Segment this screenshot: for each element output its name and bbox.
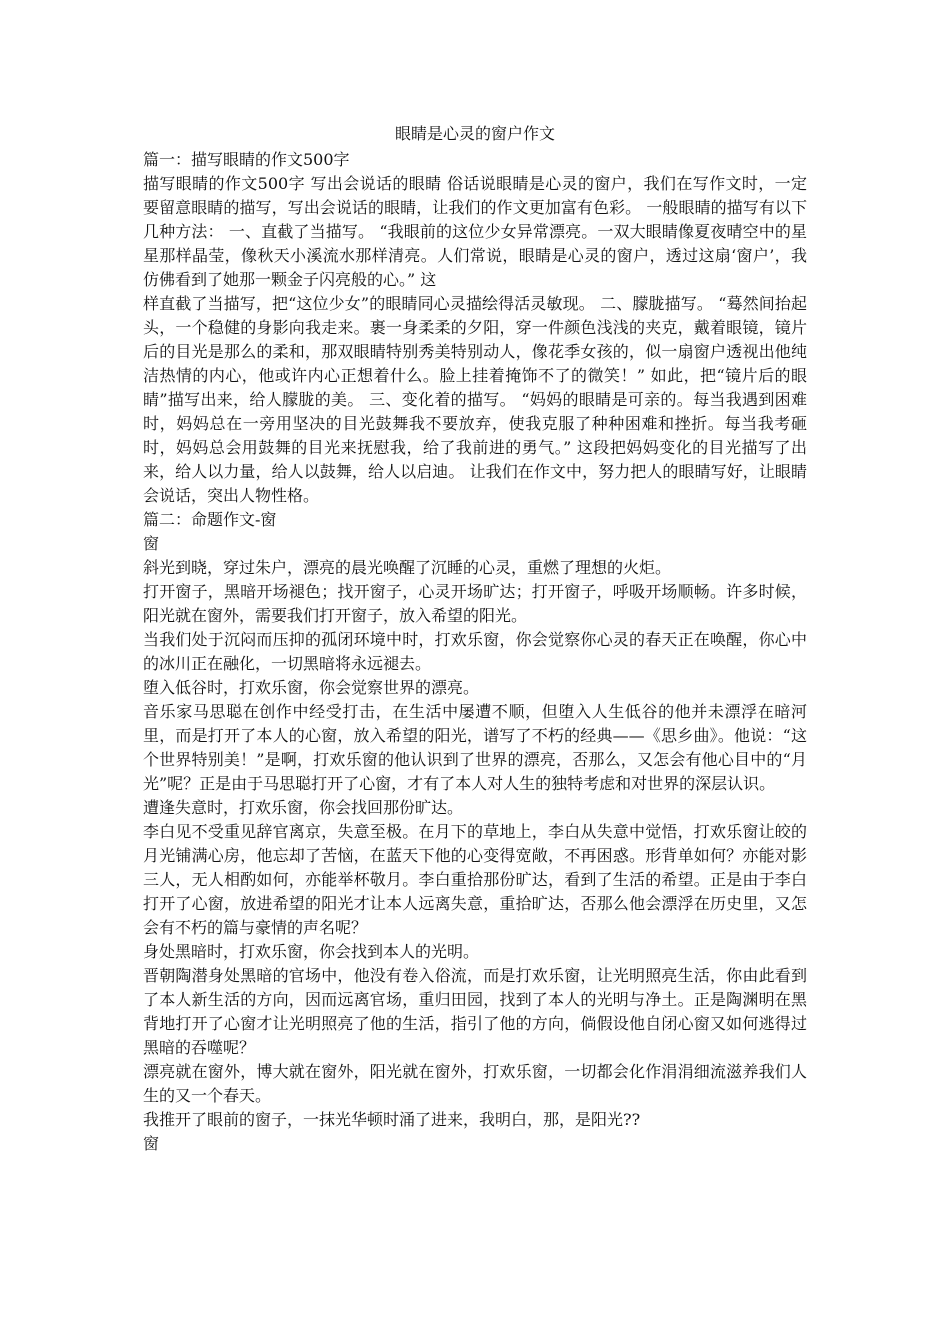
paragraph-heading-1: 篇一：描写眼睛的作文500字 bbox=[143, 150, 350, 169]
paragraph: 描写眼睛的作文500字 写出会说话的眼睛 俗话说眼睛是心灵的窗户，我们在写作文时，一定要留意眼睛的描写，写出会说话的眼睛，让我们的作文更加富有色彩。 一般眼睛的描写有以下几种方法： 一、直截了当描写。 “我眼前的这位少女异常漂亮。一双大眼睛像夏夜晴空中的星星那样晶莹，像秋天小溪流水那样清亮。人们常说，眼睛是心灵的窗户，透过这扇‘窗户’，我仿佛看到了她那一颗金子闪亮般的心。” 这 bbox=[143, 174, 807, 289]
paragraph: 样直截了当描写，把“这位少女”的眼睛同心灵描绘得活灵敏现。 二、朦胧描写。 “蓦然间抬起头，一个稳健的身影向我走来。裹一身柔柔的夕阳，穿一件颜色浅浅的夹克，戴着眼镜，镜片后的目光是那么的柔和，那双眼睛特别秀美特别动人，像花季女孩的，似一扇窗户透视出他纯洁热情的内心，他或许内心正想着什么。脸上挂着掩饰不了的微笑！” 如此，把“镜片后的眼睛”描写出来，给人朦胧的美。 三、变化着的描写。 “妈妈的眼睛是可亲的。每当我遇到困难时，妈妈总在一旁用坚决的目光鼓舞我不要放弃，使我克服了种种困难和挫折。每当我考砸时，妈妈总会用鼓舞的目光来抚慰我，给了我前进的勇气。” 这段把妈妈变化的目光描写了出来，给人以力量，给人以鼓舞，给人以启迪。 让我们在作文中，努力把人的眼睛写好，让眼睛会说话，突出人物性格。 bbox=[143, 294, 807, 505]
paragraph: 我推开了眼前的窗子，一抹光华顿时涌了进来，我明白，那，是阳光?? bbox=[143, 1110, 641, 1129]
document-title: 眼睛是心灵的窗户作文 bbox=[394, 124, 555, 143]
paragraph: 斜光到晓，穿过朱户，漂亮的晨光唤醒了沉睡的心灵，重燃了理想的火炬。 bbox=[143, 558, 672, 577]
paragraph: 李白见不受重见辞官离京，失意至极。在月下的草地上，李白从失意中觉悟，打欢乐窗让皎的月光铺满心房，他忘却了苦恼，在蓝天下他的心变得宽敞，不再困惑。形背单如何？亦能对影三人，无人相酌如何，亦能举杯敬月。李白重拾那份旷达，看到了生活的希望。正是由于李白打开了心窗，放进希望的阳光才让本人远离失意，重拾旷达，否那么他会漂浮在历史里，又怎会有不朽的篇与豪情的声名呢？ bbox=[143, 822, 807, 937]
paragraph: 遭逢失意时，打欢乐窗，你会找回那份旷达。 bbox=[143, 798, 464, 817]
paragraph-subtitle: 窗 bbox=[143, 534, 160, 553]
document-page bbox=[143, 122, 807, 1156]
paragraph: 当我们处于沉闷而压抑的孤闭环境中时，打欢乐窗，你会觉察你心灵的春天正在唤醒，你心中的冰川正在融化，一切黑暗将永远褪去。 bbox=[143, 630, 807, 673]
paragraph: 身处黑暗时，打欢乐窗，你会找到本人的光明。 bbox=[143, 942, 480, 961]
paragraph-trailing-title: 窗 bbox=[143, 1134, 160, 1153]
paragraph-heading-2: 篇二：命题作文-窗 bbox=[143, 510, 277, 529]
paragraph: 漂亮就在窗外，博大就在窗外，阳光就在窗外，打欢乐窗，一切都会化作涓涓细流滋养我们人生的又一个春天。 bbox=[143, 1062, 807, 1105]
paragraph: 晋朝陶潜身处黑暗的官场中，他没有卷入俗流，而是打欢乐窗，让光明照亮生活，你由此看到了本人新生活的方向，因而远离官场，重归田园，找到了本人的光明与净土。正是陶渊明在黑背地打开了心窗才让光明照亮了他的生活，指引了他的方向，倘假设他自闭心窗又如何逃得过黑暗的吞噬呢？ bbox=[143, 966, 807, 1057]
paragraph: 堕入低谷时，打欢乐窗，你会觉察世界的漂亮。 bbox=[143, 678, 480, 697]
paragraph: 打开窗子，黑暗开场褪色；找开窗子，心灵开场旷达；打开窗子，呼吸开场顺畅。许多时候，阳光就在窗外，需要我们打开窗子，放入希望的阳光。 bbox=[143, 582, 807, 625]
paragraph: 音乐家马思聪在创作中经受打击，在生活中屡遭不顺，但堕入人生低谷的他并未漂浮在暗河里，而是打开了本人的心窗，放入希望的阳光，谱写了不朽的经典——《思乡曲》。他说：“这个世界特别美！”是啊，打欢乐窗的他认识到了世界的漂亮，否那么，又怎会有他心目中的“月光”呢？正是由于马思聪打开了心窗，才有了本人对人生的独特考虑和对世界的深层认识。 bbox=[143, 702, 807, 793]
